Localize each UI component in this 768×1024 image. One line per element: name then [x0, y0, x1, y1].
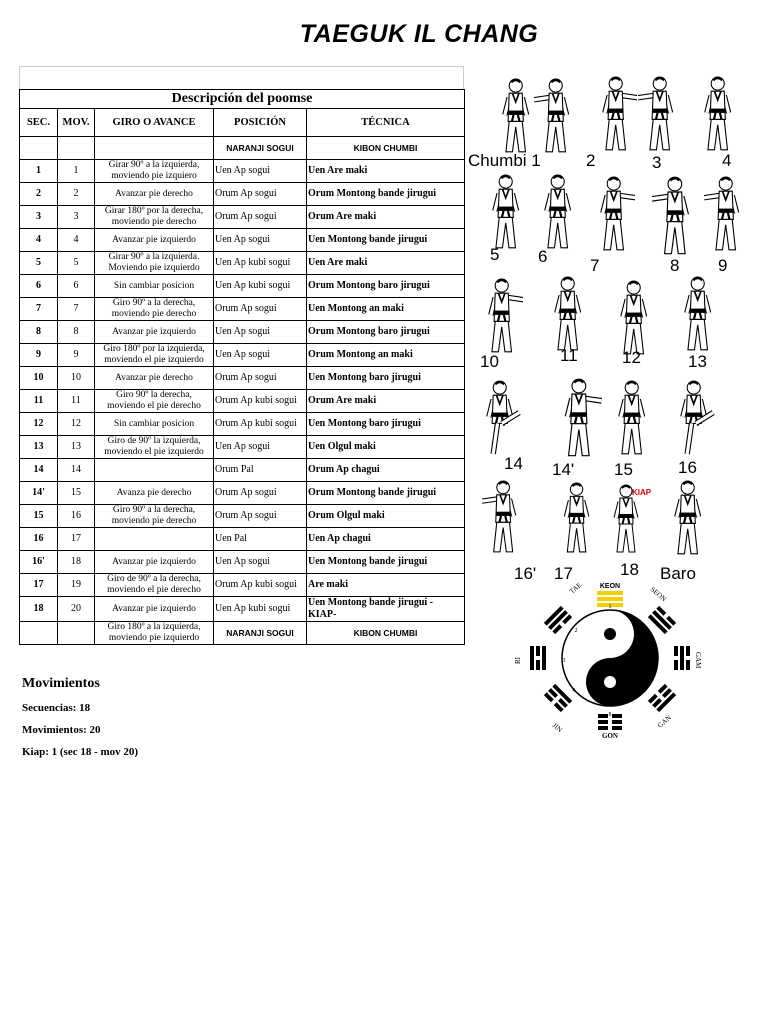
trigram-number: 6	[654, 658, 658, 664]
row-mov: 6	[58, 275, 95, 298]
table-row	[20, 229, 465, 252]
row-technique: Orum Montong bande jirugui	[307, 183, 465, 206]
table-row	[20, 252, 465, 275]
bagua-diagram	[500, 580, 720, 750]
row-position: Orum Ap sogui	[214, 482, 307, 505]
row-sec: 6	[20, 275, 58, 298]
taekwondo-figure-icon	[594, 76, 637, 152]
taekwondo-figure-icon	[676, 276, 719, 352]
taekwondo-figure-icon	[536, 174, 579, 250]
row-position: Orum Pal	[214, 459, 307, 482]
taekwondo-figure-icon	[638, 76, 681, 152]
poomse-table	[19, 89, 465, 645]
taekwondo-figure-icon	[546, 276, 589, 352]
row-sec: 18	[20, 597, 58, 622]
figure-label-9: 9	[718, 256, 728, 275]
taekwondo-figure-icon	[556, 378, 602, 458]
trigram-number: 4	[572, 688, 576, 694]
row-sec: 8	[20, 321, 58, 344]
row-giro: Avanzar pie derecho	[95, 183, 214, 206]
trigram-label-seon: SEON	[648, 585, 668, 604]
row-technique: Uen Montong an maki	[307, 298, 465, 321]
taekwondo-figure-icon	[484, 174, 527, 250]
row-mov: 17	[58, 528, 95, 551]
row-technique: Orum Montong baro jirugui	[307, 321, 465, 344]
row-position: Uen Ap sogui	[214, 160, 307, 183]
row-mov: 15	[58, 482, 95, 505]
row-mov: 18	[58, 551, 95, 574]
taekwondo-figure-icon	[480, 278, 523, 354]
summary-movimientos: Movimientos: 20	[22, 724, 101, 736]
row-mov: 10	[58, 367, 95, 390]
yin-yang-dot-light	[604, 676, 616, 688]
figure-label-14p: 14'	[552, 460, 575, 479]
summary-secuencias: Secuencias: 18	[22, 702, 91, 714]
table-row	[20, 344, 465, 367]
row-position: Uen Ap sogui	[214, 551, 307, 574]
row-technique: Uen Ap chagui	[307, 528, 465, 551]
row-giro: Girar 180º por la derecha, moviendo pie derecho	[95, 206, 214, 229]
row-giro: Giro de 90º la izquierda, moviendo el pie izquierdo	[95, 436, 214, 459]
row-technique: Uen Montong bande jirugui	[307, 229, 465, 252]
figure-label-4: 4	[722, 151, 732, 170]
row-sec: 4	[20, 229, 58, 252]
row-position: Uen Ap sogui	[214, 436, 307, 459]
figure-label-baro: Baro	[660, 564, 696, 583]
row-technique: Uen Montong baro jirugui	[307, 367, 465, 390]
row-position: Orum Ap sogui	[214, 505, 307, 528]
table-row	[20, 551, 465, 574]
taekwondo-figure-icon	[494, 78, 537, 154]
row-mov: 7	[58, 298, 95, 321]
row-technique: Uen Are maki	[307, 160, 465, 183]
row-giro: Giro 90º a la derecha, moviendo pie derecho	[95, 505, 214, 528]
poomse-table-wrapper	[19, 66, 464, 645]
trigram-gam	[674, 646, 690, 670]
figure-label-11: 11	[560, 346, 578, 365]
row-technique: Uen Montong bande jirugui	[307, 551, 465, 574]
row-sec: 2	[20, 183, 58, 206]
row-mov: 12	[58, 413, 95, 436]
table-row	[20, 574, 465, 597]
figure-label-13: 13	[688, 352, 707, 371]
summary-heading: Movimientos	[22, 676, 100, 691]
trigram-label-tae: TAE	[568, 581, 584, 596]
row-position: Uen Ap sogui	[214, 344, 307, 367]
trigram-number: 5	[644, 628, 648, 634]
start-position: NARANJI SOGUI	[214, 137, 307, 160]
row-giro: Giro 180º por la izquierda, moviendo el pie izquierdo	[95, 344, 214, 367]
row-giro: Giro de 90º a la derecha, moviendo el pie derecho	[95, 574, 214, 597]
summary	[22, 676, 462, 758]
col-header-giro: GIRO O AVANCE	[95, 109, 214, 137]
row-sec: 16'	[20, 551, 58, 574]
row-technique: Uen Montong bande jirugui - KIAP-	[307, 597, 465, 622]
table-row	[20, 505, 465, 528]
row-mov: 19	[58, 574, 95, 597]
col-header-sec: SEC.	[20, 109, 58, 137]
row-sec: 9	[20, 344, 58, 367]
trigram-number: 1	[608, 604, 612, 610]
row-mov: 20	[58, 597, 95, 622]
yin-yang-dot-dark	[604, 628, 616, 640]
row-technique: Uen Olgul maki	[307, 436, 465, 459]
row-mov: 4	[58, 229, 95, 252]
figure-label-16: 16	[678, 458, 697, 477]
row-mov: 8	[58, 321, 95, 344]
page-title: TAEGUK IL CHANG	[299, 20, 539, 48]
row-giro: Avanzar pie izquierdo	[95, 551, 214, 574]
col-header-mov: MOV.	[58, 109, 95, 137]
col-header-pos: POSICIÓN	[214, 109, 307, 137]
table-row	[20, 390, 465, 413]
row-mov: 5	[58, 252, 95, 275]
row-sec: 15	[20, 505, 58, 528]
taekwondo-figure-icon	[704, 176, 747, 252]
table-row	[20, 436, 465, 459]
row-mov: 1	[58, 160, 95, 183]
row-position: Orum Ap sogui	[214, 183, 307, 206]
table-row	[20, 298, 465, 321]
row-mov: 14	[58, 459, 95, 482]
trigram-label-ri: RI	[514, 657, 522, 664]
row-technique: Orum Ap chagui	[307, 459, 465, 482]
figure-label-chumbi: Chumbi 1	[468, 151, 541, 170]
table-row	[20, 413, 465, 436]
row-giro: Avanzar pie derecho	[95, 367, 214, 390]
trigram-ri	[530, 646, 546, 670]
row-sec: 5	[20, 252, 58, 275]
row-giro	[95, 459, 214, 482]
trigram-line	[597, 591, 623, 595]
trigram-label-gon: GON	[602, 732, 618, 740]
taekwondo-figure-icon	[482, 480, 524, 554]
trigram-number: 2	[574, 628, 578, 634]
taekwondo-figure-icon	[610, 380, 653, 456]
figure-label-16p: 16'	[514, 564, 537, 583]
taekwondo-figure-icon	[612, 280, 655, 356]
row-position: Orum Ap kubi sogui	[214, 390, 307, 413]
row-sec: 14	[20, 459, 58, 482]
row-sec: 3	[20, 206, 58, 229]
figure-label-15: 15	[614, 460, 633, 479]
row-position: Orum Ap sogui	[214, 206, 307, 229]
trigram-gan	[648, 684, 676, 712]
table-row	[20, 206, 465, 229]
start-technique: KIBON CHUMBI	[307, 137, 465, 160]
taekwondo-figure-icon	[592, 176, 635, 252]
row-technique: Orum Montong bande jirugui	[307, 482, 465, 505]
row-sec: 17	[20, 574, 58, 597]
end-position: NARANJI SOGUI	[214, 622, 307, 645]
row-sec: 16	[20, 528, 58, 551]
end-technique: KIBON CHUMBI	[307, 622, 465, 645]
row-sec: 11	[20, 390, 58, 413]
table-row	[20, 597, 465, 622]
table-row	[20, 183, 465, 206]
row-position: Uen Ap kubi sogui	[214, 597, 307, 622]
taekwondo-figure-icon	[478, 380, 521, 456]
table-top-spacer	[19, 66, 464, 89]
figure-label-5: 5	[490, 245, 500, 264]
trigram-label-gam: GAM	[694, 652, 702, 669]
table-row	[20, 459, 465, 482]
trigram-number: 3	[562, 658, 566, 664]
row-position: Uen Ap sogui	[214, 321, 307, 344]
row-position: Uen Pal	[214, 528, 307, 551]
row-position: Orum Ap sogui	[214, 298, 307, 321]
row-technique: Orum Montong baro jirugui	[307, 275, 465, 298]
row-technique: Orum Are maki	[307, 390, 465, 413]
row-position: Uen Ap kubi sogui	[214, 275, 307, 298]
row-sec: 1	[20, 160, 58, 183]
row-giro: Avanzar pie izquierdo	[95, 229, 214, 252]
taekwondo-figure-icon	[672, 380, 715, 456]
row-giro: Avanzar pie izquierdo	[95, 597, 214, 622]
row-giro: Sin cambiar posicion	[95, 413, 214, 436]
row-mov: 9	[58, 344, 95, 367]
row-mov: 16	[58, 505, 95, 528]
row-mov: 2	[58, 183, 95, 206]
row-sec: 13	[20, 436, 58, 459]
row-position: Orum Ap kubi sogui	[214, 574, 307, 597]
figure-label-12: 12	[622, 348, 641, 367]
row-giro: Giro 90º a la derecha, moviendo pie derecho	[95, 298, 214, 321]
row-position: Uen Ap kubi sogui	[214, 252, 307, 275]
row-technique: Orum Are maki	[307, 206, 465, 229]
trigram-jin	[544, 684, 572, 712]
row-giro: Giro 90º la derecha, moviendo el pie derecho	[95, 390, 214, 413]
trigram-line	[597, 597, 623, 601]
row-position: Orum Ap kubi sogui	[214, 413, 307, 436]
figure-label-3: 3	[652, 153, 662, 172]
row-giro: Avanzar pie izquierdo	[95, 321, 214, 344]
summary-kiap: Kiap: 1 (sec 18 - mov 20)	[22, 746, 139, 758]
col-header-tec: TÉCNICA	[307, 109, 465, 137]
kiap-label: KIAP	[632, 488, 652, 497]
row-sec: 10	[20, 367, 58, 390]
taekwondo-figure-icon	[652, 176, 698, 256]
row-giro: Avanza pie derecho	[95, 482, 214, 505]
row-giro	[95, 528, 214, 551]
row-technique: Uen Are maki	[307, 252, 465, 275]
figure-label-6: 6	[538, 247, 548, 266]
table-row	[20, 160, 465, 183]
row-technique: Uen Montong baro jirugui	[307, 413, 465, 436]
table-body	[20, 160, 465, 622]
figure-label-18: 18	[620, 560, 639, 579]
row-sec: 12	[20, 413, 58, 436]
table-row	[20, 367, 465, 390]
trigram-label-gan: GAN	[656, 713, 673, 730]
figure-label-14: 14	[504, 454, 523, 473]
row-giro: Girar 90º a la izquierda. Moviendo pie izquierdo	[95, 252, 214, 275]
taekwondo-figure-icon	[534, 78, 577, 154]
row-mov: 13	[58, 436, 95, 459]
table-row	[20, 321, 465, 344]
figure-label-2: 2	[586, 151, 596, 170]
trigram-number: 7	[644, 688, 648, 694]
figure-label-10: 10	[480, 352, 499, 371]
figure-label-17: 17	[554, 564, 573, 583]
row-giro: Girar 90º a la izquierda, moviendo pie izquiero	[95, 160, 214, 183]
trigram-label-keon: KEON	[599, 583, 621, 590]
table-caption: Descripción del poomse	[20, 90, 465, 109]
row-technique: Orum Olgul maki	[307, 505, 465, 528]
row-technique: Orum Montong an maki	[307, 344, 465, 367]
row-sec: 14'	[20, 482, 58, 505]
trigram-number: 8	[608, 712, 612, 718]
trigram-label-jin: JIN	[550, 721, 564, 735]
table-row	[20, 482, 465, 505]
row-position: Uen Ap sogui	[214, 229, 307, 252]
row-mov: 11	[58, 390, 95, 413]
trigram-seon	[648, 606, 676, 634]
row-technique: Are maki	[307, 574, 465, 597]
row-giro: Sin cambiar posicion	[95, 275, 214, 298]
figure-label-7: 7	[590, 256, 600, 275]
figure-label-8: 8	[670, 256, 680, 275]
trigram-tae	[544, 606, 572, 634]
taekwondo-figure-icon	[696, 76, 739, 152]
taekwondo-figure-icon	[666, 480, 709, 556]
figures-panel	[466, 68, 766, 588]
end-turn: Giro 180º a la izquierda, moviendo pie izquierdo	[95, 622, 214, 645]
table-row	[20, 275, 465, 298]
row-position: Orum Ap sogui	[214, 367, 307, 390]
row-sec: 7	[20, 298, 58, 321]
taekwondo-figure-icon	[556, 482, 597, 554]
row-mov: 3	[58, 206, 95, 229]
table-row	[20, 528, 465, 551]
